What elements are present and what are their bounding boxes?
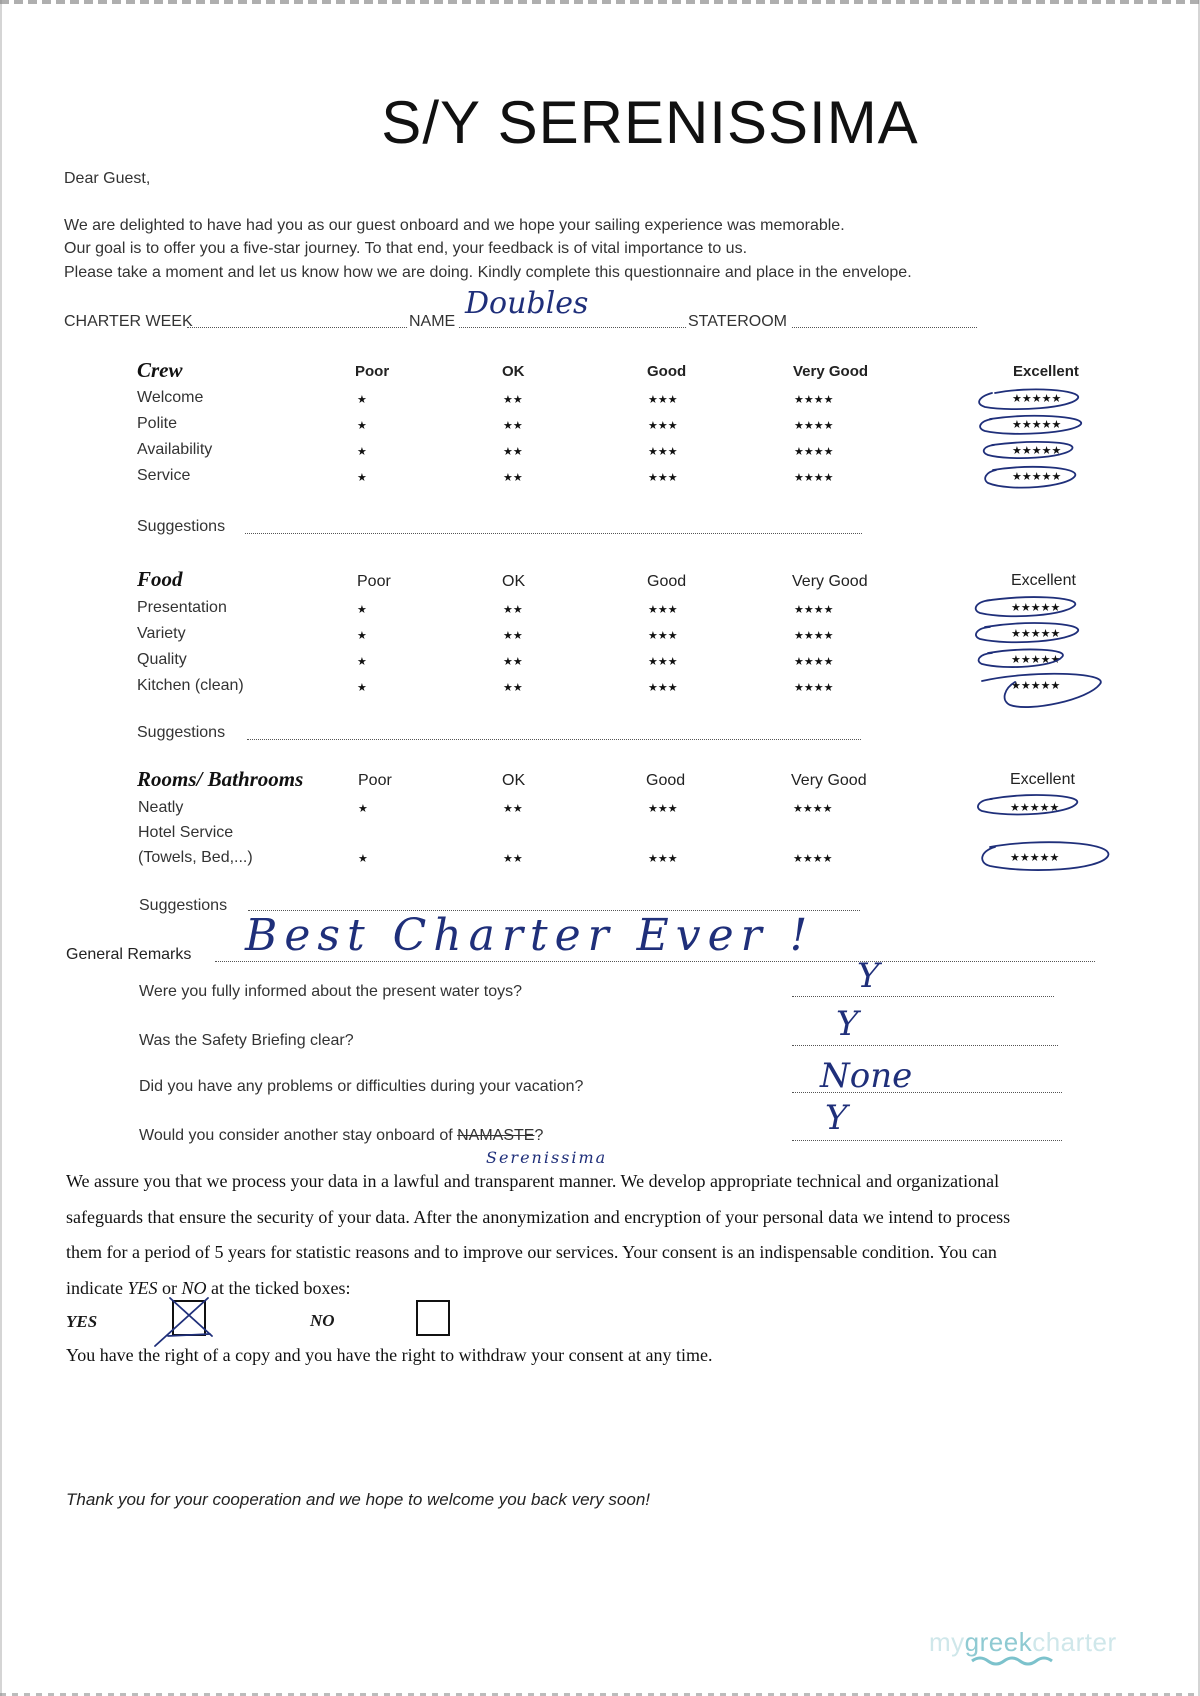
stateroom-label: STATEROOM <box>688 313 787 330</box>
charter-week-label: CHARTER WEEK <box>64 313 193 330</box>
question-water-toys: Were you fully informed about the present water toys? <box>139 983 523 1000</box>
rights-text: You have the right of a copy and you have the right to withdraw your consent at any time. <box>66 1345 713 1365</box>
crew-polite-circle <box>980 416 1081 434</box>
question-mark: ? <box>534 1127 544 1144</box>
privacy-line-3: them for a period of 5 years for statistic reasons and to improve our services. Your consent is an indispensable condition. You can <box>66 1242 997 1262</box>
rating-2-star[interactable]: ★★ <box>503 604 523 616</box>
rating-5-star-selected[interactable]: ★★★★★ <box>1011 654 1061 666</box>
food-col-excellent: Excellent <box>1011 572 1076 589</box>
rating-4-star[interactable]: ★★★★ <box>794 682 834 694</box>
rating-1-star[interactable]: ★ <box>358 803 368 815</box>
watermark-pre: my <box>929 1627 965 1657</box>
rating-3-star[interactable]: ★★★ <box>648 682 678 694</box>
rating-1-star[interactable]: ★ <box>357 682 367 694</box>
rating-3-star[interactable]: ★★★ <box>648 446 678 458</box>
section-title-crew: Crew <box>137 358 183 382</box>
food-col-very-good: Very Good <box>792 573 868 590</box>
rating-2-star[interactable]: ★★ <box>503 656 523 668</box>
rooms-suggestions-label: Suggestions <box>139 897 228 914</box>
rating-5-star-selected[interactable]: ★★★★★ <box>1012 471 1062 483</box>
crew-welcome-circle <box>979 389 1078 409</box>
rating-3-star[interactable]: ★★★ <box>648 803 678 815</box>
rating-5-star-selected[interactable]: ★★★★★ <box>1012 419 1062 431</box>
rating-3-star[interactable]: ★★★ <box>648 630 678 642</box>
rating-5-star-selected[interactable]: ★★★★★ <box>1012 445 1062 457</box>
crew-row-availability: Availability <box>137 441 213 458</box>
rating-1-star[interactable]: ★ <box>357 472 367 484</box>
consent-no-label: NO <box>310 1311 335 1330</box>
general-remarks-label: General Remarks <box>66 946 192 963</box>
rating-2-star[interactable]: ★★ <box>503 420 523 432</box>
rating-4-star[interactable]: ★★★★ <box>794 656 834 668</box>
rating-1-star[interactable]: ★ <box>357 446 367 458</box>
rating-2-star[interactable]: ★★ <box>503 446 523 458</box>
privacy-indicate-text: indicate <box>66 1278 128 1298</box>
rating-5-star-selected[interactable]: ★★★★★ <box>1010 852 1060 864</box>
intro-line-1: We are delighted to have had you as our guest onboard and we hope your sailing experience was memorable. <box>64 217 845 234</box>
general-remarks-handwritten: Best Charter Ever ! <box>245 910 815 961</box>
crew-col-poor: Poor <box>355 363 390 380</box>
rating-4-star[interactable]: ★★★★ <box>794 472 834 484</box>
food-quality-circle <box>979 650 1063 668</box>
food-row-variety: Variety <box>137 625 186 642</box>
rating-5-star-selected[interactable]: ★★★★★ <box>1011 680 1061 692</box>
rating-2-star[interactable]: ★★ <box>503 682 523 694</box>
answer-water-toys-handwritten: Y <box>857 956 880 996</box>
watermark-mid: greek <box>964 1627 1033 1657</box>
food-row-quality: Quality <box>137 651 187 668</box>
rooms-row-towels-bed: (Towels, Bed,...) <box>138 849 253 866</box>
rooms-neatly-circle <box>978 795 1077 814</box>
rooms-col-excellent: Excellent <box>1010 771 1075 788</box>
rating-1-star[interactable]: ★ <box>357 630 367 642</box>
crew-row-welcome: Welcome <box>137 389 204 406</box>
question-another-stay-text: Would you consider another stay onboard of <box>139 1127 458 1144</box>
rating-1-star[interactable]: ★ <box>357 604 367 616</box>
privacy-no-word: NO <box>181 1278 207 1298</box>
rooms-row-neatly: Neatly <box>138 799 184 816</box>
yes-checkbox-cross <box>155 1298 212 1346</box>
rating-4-star[interactable]: ★★★★ <box>794 630 834 642</box>
privacy-or-word: or <box>157 1278 182 1298</box>
rooms-col-good: Good <box>646 772 686 789</box>
rating-3-star[interactable]: ★★★ <box>648 853 678 865</box>
rating-1-star[interactable]: ★ <box>358 853 368 865</box>
rating-5-star-selected[interactable]: ★★★★★ <box>1010 802 1060 814</box>
crew-row-service: Service <box>137 467 191 484</box>
question-problems: Did you have any problems or difficulties during your vacation? <box>139 1078 584 1095</box>
name-handwritten: Doubles <box>465 286 589 321</box>
consent-yes-label: YES <box>66 1312 98 1331</box>
crew-service-circle <box>985 467 1075 488</box>
answer-another-stay-handwritten: Y <box>825 1098 848 1138</box>
answer-problems-handwritten: None <box>820 1056 913 1096</box>
rating-4-star[interactable]: ★★★★ <box>794 420 834 432</box>
food-col-poor: Poor <box>357 573 391 590</box>
page-title: S/Y SERENISSIMA <box>381 89 919 156</box>
watermark-post: charter <box>1032 1627 1117 1657</box>
rating-4-star[interactable]: ★★★★ <box>794 394 834 406</box>
rating-4-star[interactable]: ★★★★ <box>794 446 834 458</box>
rating-3-star[interactable]: ★★★ <box>648 472 678 484</box>
crew-col-very-good: Very Good <box>793 363 869 380</box>
name-label: NAME <box>409 313 456 330</box>
intro-line-3: Please take a moment and let us know how we are doing. Kindly complete this questionnaire and place in the envelope. <box>64 264 912 281</box>
rating-3-star[interactable]: ★★★ <box>648 604 678 616</box>
rating-4-star[interactable]: ★★★★ <box>793 803 833 815</box>
food-presentation-circle <box>976 597 1076 616</box>
section-title-rooms: Rooms/ Bathrooms <box>137 767 304 791</box>
rating-1-star[interactable]: ★ <box>357 394 367 406</box>
rooms-col-ok: OK <box>502 772 526 789</box>
greeting: Dear Guest, <box>64 170 151 187</box>
rating-4-star[interactable]: ★★★★ <box>794 604 834 616</box>
crew-col-good: Good <box>647 363 687 380</box>
rating-5-star-selected[interactable]: ★★★★★ <box>1012 393 1062 405</box>
crew-col-excellent: Excellent <box>1013 363 1079 380</box>
rooms-hotel-circle <box>982 842 1108 870</box>
yacht-name-correction-handwritten: Serenissima <box>486 1148 608 1167</box>
food-kitchen-circle <box>982 674 1101 707</box>
section-title-food: Food <box>137 567 183 591</box>
rating-2-star[interactable]: ★★ <box>503 630 523 642</box>
privacy-ticked-boxes-text: at the ticked boxes: <box>206 1278 351 1298</box>
intro-line-2: Our goal is to offer you a five-star journey. To that end, your feedback is of vital importance to us. <box>64 240 748 257</box>
rooms-row-hotel-service: Hotel Service <box>138 824 234 841</box>
food-row-kitchen: Kitchen (clean) <box>137 677 244 694</box>
rating-2-star[interactable]: ★★ <box>503 853 523 865</box>
crew-row-polite: Polite <box>137 415 178 432</box>
rating-2-star[interactable]: ★★ <box>503 803 523 815</box>
rating-1-star[interactable]: ★ <box>357 656 367 668</box>
rating-4-star[interactable]: ★★★★ <box>793 853 833 865</box>
rating-5-star-selected[interactable]: ★★★★★ <box>1011 602 1061 614</box>
privacy-line-1: We assure you that we process your data in a lawful and transparent manner. We develop appropriate technical and organizational <box>66 1171 1000 1191</box>
yes-checkbox-underline <box>168 1334 210 1336</box>
crew-col-ok: OK <box>502 363 525 380</box>
rating-3-star[interactable]: ★★★ <box>648 420 678 432</box>
closing-message: Thank you for your cooperation and we hope to welcome you back very soon! <box>66 1490 651 1509</box>
rating-5-star-selected[interactable]: ★★★★★ <box>1011 628 1061 640</box>
question-safety-briefing: Was the Safety Briefing clear? <box>139 1032 354 1049</box>
rating-3-star[interactable]: ★★★ <box>648 656 678 668</box>
crew-suggestions-label: Suggestions <box>137 518 226 535</box>
answer-safety-briefing-handwritten: Y <box>836 1004 859 1044</box>
food-col-good: Good <box>647 573 687 590</box>
privacy-line-2: safeguards that ensure the security of your data. After the anonymization and encryption of your personal data we intend to process <box>66 1207 1011 1227</box>
rating-1-star[interactable]: ★ <box>357 420 367 432</box>
food-suggestions-label: Suggestions <box>137 724 226 741</box>
rating-3-star[interactable]: ★★★ <box>648 394 678 406</box>
privacy-yes-word: YES <box>127 1278 158 1298</box>
rooms-col-very-good: Very Good <box>791 772 867 789</box>
rating-2-star[interactable]: ★★ <box>503 472 523 484</box>
crew-availability-circle <box>984 442 1073 458</box>
rooms-col-poor: Poor <box>358 772 392 789</box>
food-row-presentation: Presentation <box>137 599 227 616</box>
rating-2-star[interactable]: ★★ <box>503 394 523 406</box>
struck-yacht-name: NAMASTE <box>457 1127 535 1144</box>
food-col-ok: OK <box>502 573 526 590</box>
food-variety-circle <box>976 623 1078 642</box>
